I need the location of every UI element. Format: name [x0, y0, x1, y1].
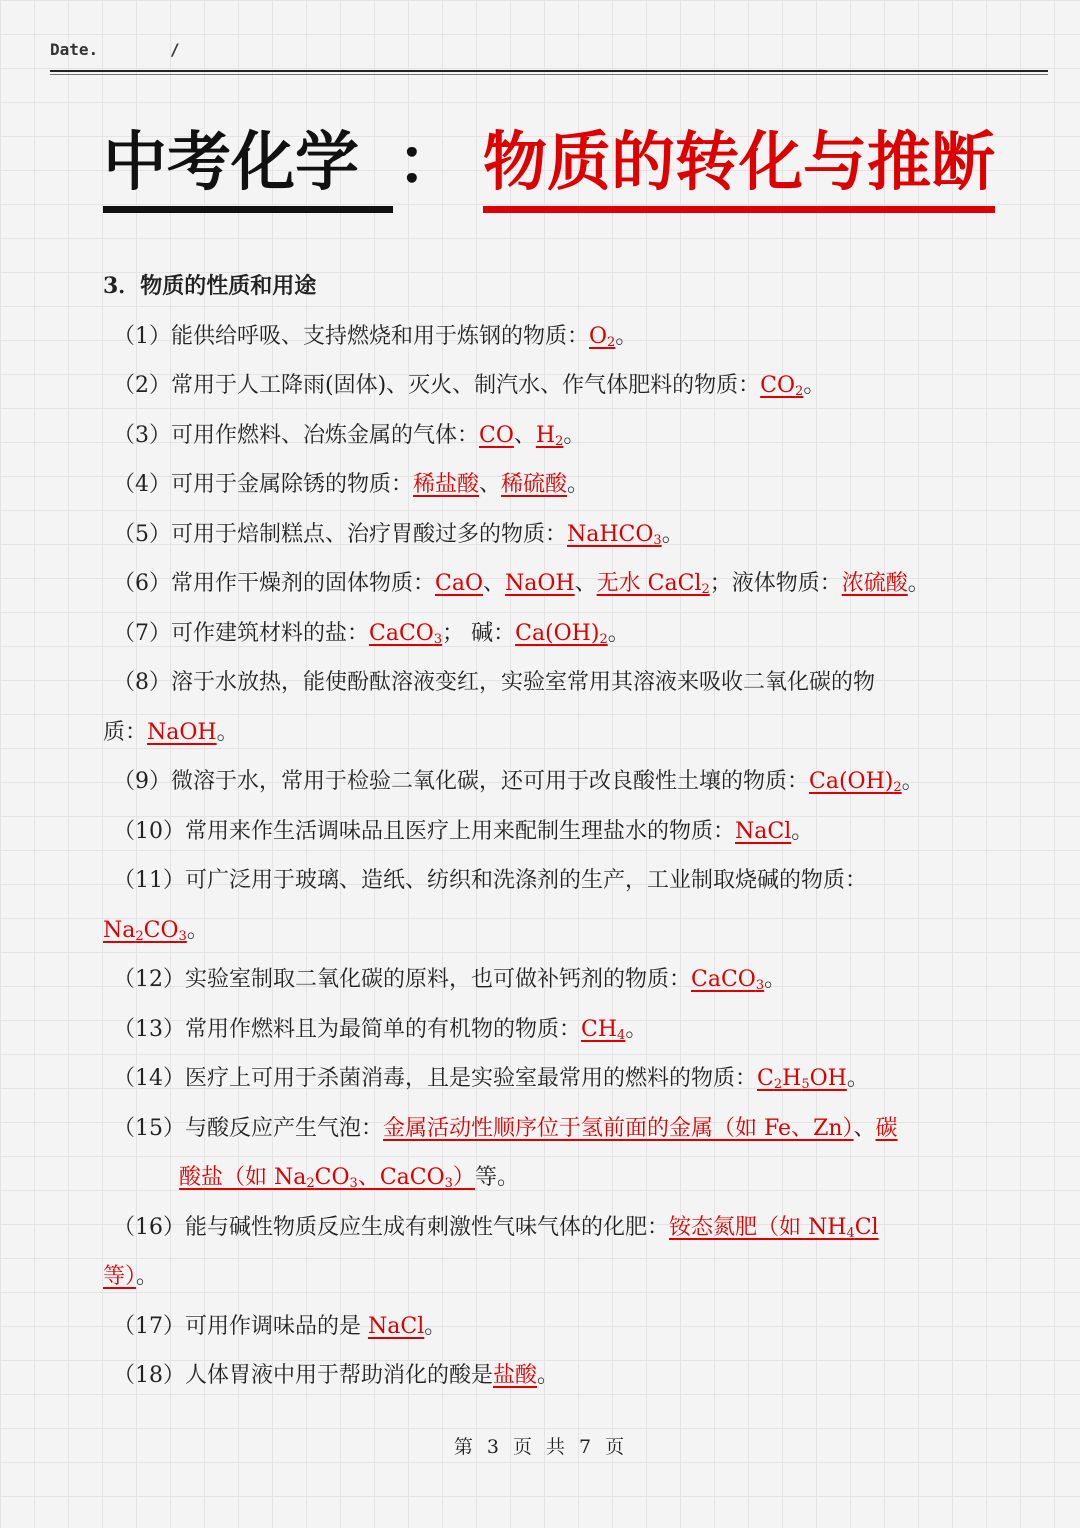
page-number: 第 3 页 共 7 页 — [453, 1436, 627, 1458]
item-11: （11）可广泛用于玻璃、造纸、纺织和洗涤剂的生产，工业制取烧碱的物质： — [113, 868, 867, 893]
answer: 稀盐酸 — [413, 472, 480, 497]
answer: 无水 CaCl$_2$ — [596, 571, 710, 597]
item-12: （12）实验室制取二氧化碳的原料，也可做补钙剂的物质：CaCO$_3$。 — [113, 967, 787, 993]
answer: NaCl — [735, 818, 792, 844]
item-6: （6）常用作干燥剂的固体物质：CaO、NaOH、无水 CaCl$_2$；液体物质：浓硫酸。 — [113, 571, 930, 597]
title-subject: 中考化学 — [103, 120, 393, 213]
answer: $Ca(OH)_2$ — [515, 620, 608, 647]
answer: CaCO$_3$ — [691, 967, 765, 993]
item-13: （13）常用作燃料且为最简单的有机物的物质：$CH_4$。 — [113, 1016, 648, 1043]
header-rule-thin — [50, 74, 1048, 75]
answer: NaHCO$_3$ — [567, 521, 662, 548]
item-8-cont: 质：NaOH。 — [103, 719, 239, 745]
answer: CO — [479, 422, 514, 448]
answer: 等） — [103, 1264, 137, 1289]
answer: $CO_2$ — [760, 373, 804, 399]
document-body — [103, 262, 979, 1401]
answer: $Ca(OH)_2$ — [809, 769, 902, 795]
header-rule — [50, 70, 1048, 72]
item-9: （9）微溶于水，常用于检验二氧化碳，还可用于改良酸性土壤的物质：$Ca(OH)_2$。 — [113, 769, 924, 795]
answer: 稀硫酸 — [501, 472, 568, 497]
answer: 浓硫酸 — [841, 571, 908, 596]
answer: $O_2$ — [589, 323, 616, 350]
item-2: （2）常用于人工降雨(固体)、灭火、制汽水、作气体肥料的物质：$CO_2$。 — [113, 373, 826, 399]
title-topic: 物质的转化与推断 — [483, 120, 995, 213]
page-title — [103, 120, 995, 210]
date-label: Date. / — [50, 40, 180, 59]
answer: NaOH — [147, 719, 217, 745]
item-15: （15）与酸反应产生气泡：金属活动性顺序位于氢前面的金属（如 Fe、Zn）、碳 — [113, 1115, 898, 1141]
item-10: （10）常用来作生活调味品且医疗上用来配制生理盐水的物质：NaCl。 — [113, 818, 814, 844]
answer: CaCO$_3$ — [369, 620, 443, 647]
item-15-cont: 酸盐（如 $Na_2CO_3$、CaCO$_3$）等。 — [179, 1165, 519, 1191]
answer: CaO — [435, 571, 483, 596]
answer: 碳 — [875, 1115, 898, 1141]
item-14: （14）医疗上可用于杀菌消毒，且是实验室最常用的燃料的物质：$C_2H_5OH$。 — [113, 1066, 869, 1092]
item-4: （4）可用于金属除锈的物质：稀盐酸、稀硫酸。 — [113, 472, 590, 497]
item-17: （17）可用作调味品的是 NaCl。 — [113, 1313, 447, 1339]
answer: $Na_2CO_3$ — [103, 917, 187, 944]
answer: 铵态氮肥（如 $NH_4Cl$ — [669, 1214, 879, 1241]
answer: NaCl — [368, 1313, 425, 1339]
title-colon: ： — [397, 126, 461, 200]
item-18: （18）人体胃液中用于帮助消化的酸是盐酸。 — [113, 1363, 560, 1388]
date-separator: / — [170, 40, 180, 59]
item-11-cont: $Na_2CO_3$。 — [103, 917, 209, 944]
item-3: （3）可用作燃料、冶炼金属的气体：CO、$H_2$。 — [113, 422, 586, 449]
item-16: （16）能与碱性物质反应生成有刺激性气味气体的化肥：铵态氮肥（如 $NH_4Cl$ — [113, 1214, 879, 1241]
item-16-cont: 等）。 — [103, 1264, 159, 1289]
answer: 酸盐（如 $Na_2CO_3$、CaCO$_3$） — [179, 1165, 475, 1191]
section-heading: 3．物质的性质和用途 — [103, 273, 317, 299]
item-7: （7）可作建筑材料的盐：CaCO$_3$； 碱：$Ca(OH)_2$。 — [113, 620, 630, 647]
answer: $CH_4$ — [581, 1016, 626, 1043]
item-5: （5）可用于焙制糕点、治疗胃酸过多的物质：NaHCO$_3$。 — [113, 521, 684, 548]
answer: 盐酸 — [493, 1363, 538, 1388]
item-8: （8）溶于水放热，能使酚酞溶液变红，实验室常用其溶液来吸收二氧化碳的物 — [113, 670, 875, 695]
answer: $C_2H_5OH$ — [757, 1066, 847, 1092]
answer: 金属活动性顺序位于氢前面的金属（如 Fe、Zn） — [383, 1115, 854, 1141]
answer: NaOH — [505, 571, 575, 596]
item-1: （1）能供给呼吸、支持燃烧和用于炼钢的物质：$O_2$。 — [113, 323, 638, 350]
answer: $H_2$ — [535, 422, 564, 449]
